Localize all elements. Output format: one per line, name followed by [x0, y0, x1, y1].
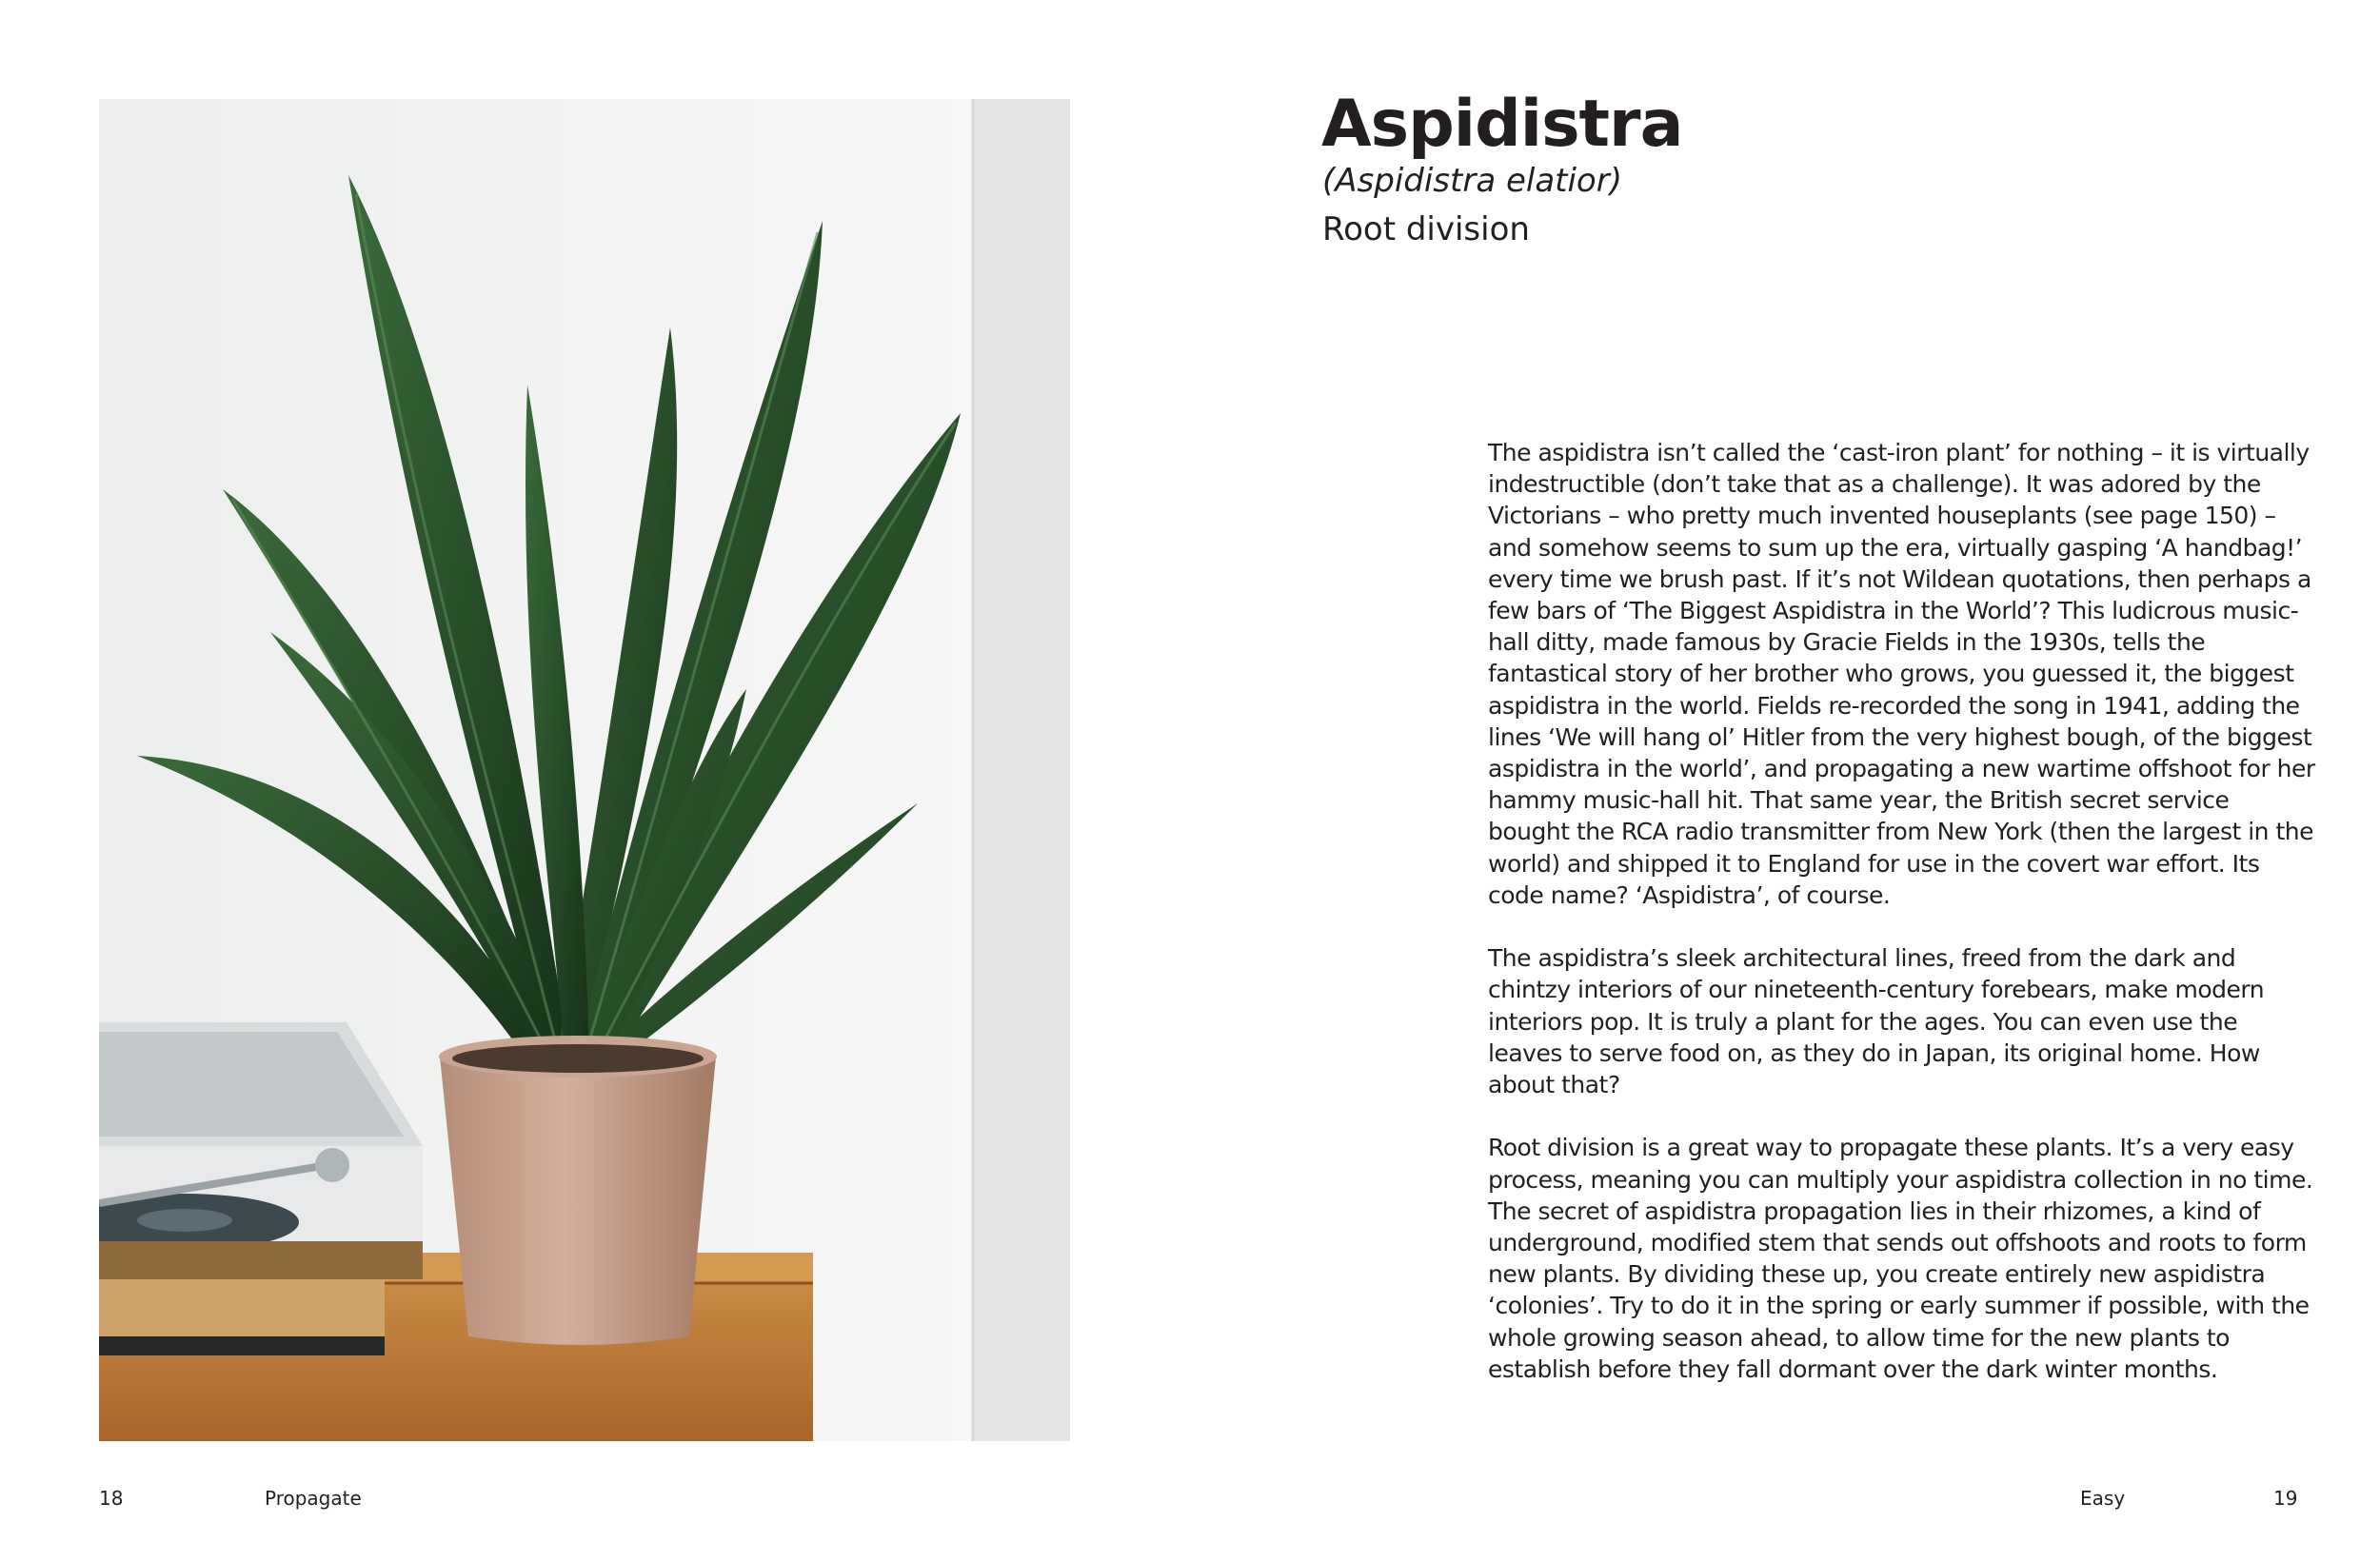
- record-player: [99, 1022, 423, 1355]
- aspidistra-plant-photo: [99, 99, 1070, 1441]
- left-page-number: 18: [99, 1487, 124, 1510]
- plant-photo: [99, 99, 1070, 1441]
- propagation-method: Root division: [1322, 210, 1530, 248]
- wall-corner: [973, 99, 1070, 1441]
- difficulty-label: Easy: [2080, 1487, 2126, 1510]
- terracotta-pot: [439, 1036, 717, 1345]
- paragraph: Root division is a great way to propagate these plants. It’s a very easy process, meaning you can multiply your aspidistra collection in no time. The secret of aspidistra propagation lies in their rhizomes, a kind of underground, modified stem that sends out offshoots and roots to form new plants. By dividing these up, you create entirely new aspidistra ‘colonies’. Try to do it in the spring or early summer if possible, with the whole growing season ahead, to allow time for the new plants to establish before they fall dormant over the dark winter months.: [1488, 1134, 2313, 1383]
- body-text: [1488, 437, 2316, 1416]
- right-page-number: 19: [2273, 1487, 2298, 1510]
- section-name: Propagate: [265, 1487, 362, 1510]
- latin-name: (Aspidistra elatior): [1322, 162, 1622, 200]
- paragraph: The aspidistra isn’t called the ‘cast-iron plant’ for nothing – it is virtually indestructible (don’t take that as a challenge). It was adored by the Victorians – who pretty much invented houseplants (see page 150) – and somehow seems to sum up the era, virtually gasping ‘A handbag!’ every time we brush past. If it’s not Wildean quotations, then perhaps a few bars of ‘The Biggest Aspidistra in the World’? This ludicrous music-hall ditty, made famous by Gracie Fields in the 1930s, tells the fantastical story of her brother who grows, you guessed it, the biggest aspidistra in the world. Fields re-recorded the song in 1941, adding the lines ‘We will hang ol’ Hitler from the very highest bough, of the biggest aspidistra in the world’, and propagating a new wartime offshoot for her hammy music-hall hit. That same year, the British secret service bought the RCA radio transmitter from New York (then the largest in the world) and shipped it to England for use in the covert war effort. Its code name? ‘Aspidistra’, of course.: [1488, 439, 2315, 909]
- plant-title: Aspidistra: [1321, 87, 1683, 162]
- paragraph: The aspidistra’s sleek architectural lines, freed from the dark and chintzy interiors of our nineteenth-century forebears, make modern interiors pop. It is truly a plant for the ages. You can even use the leaves to serve food on, as they do in Japan, its original home. How about that?: [1488, 944, 2265, 1099]
